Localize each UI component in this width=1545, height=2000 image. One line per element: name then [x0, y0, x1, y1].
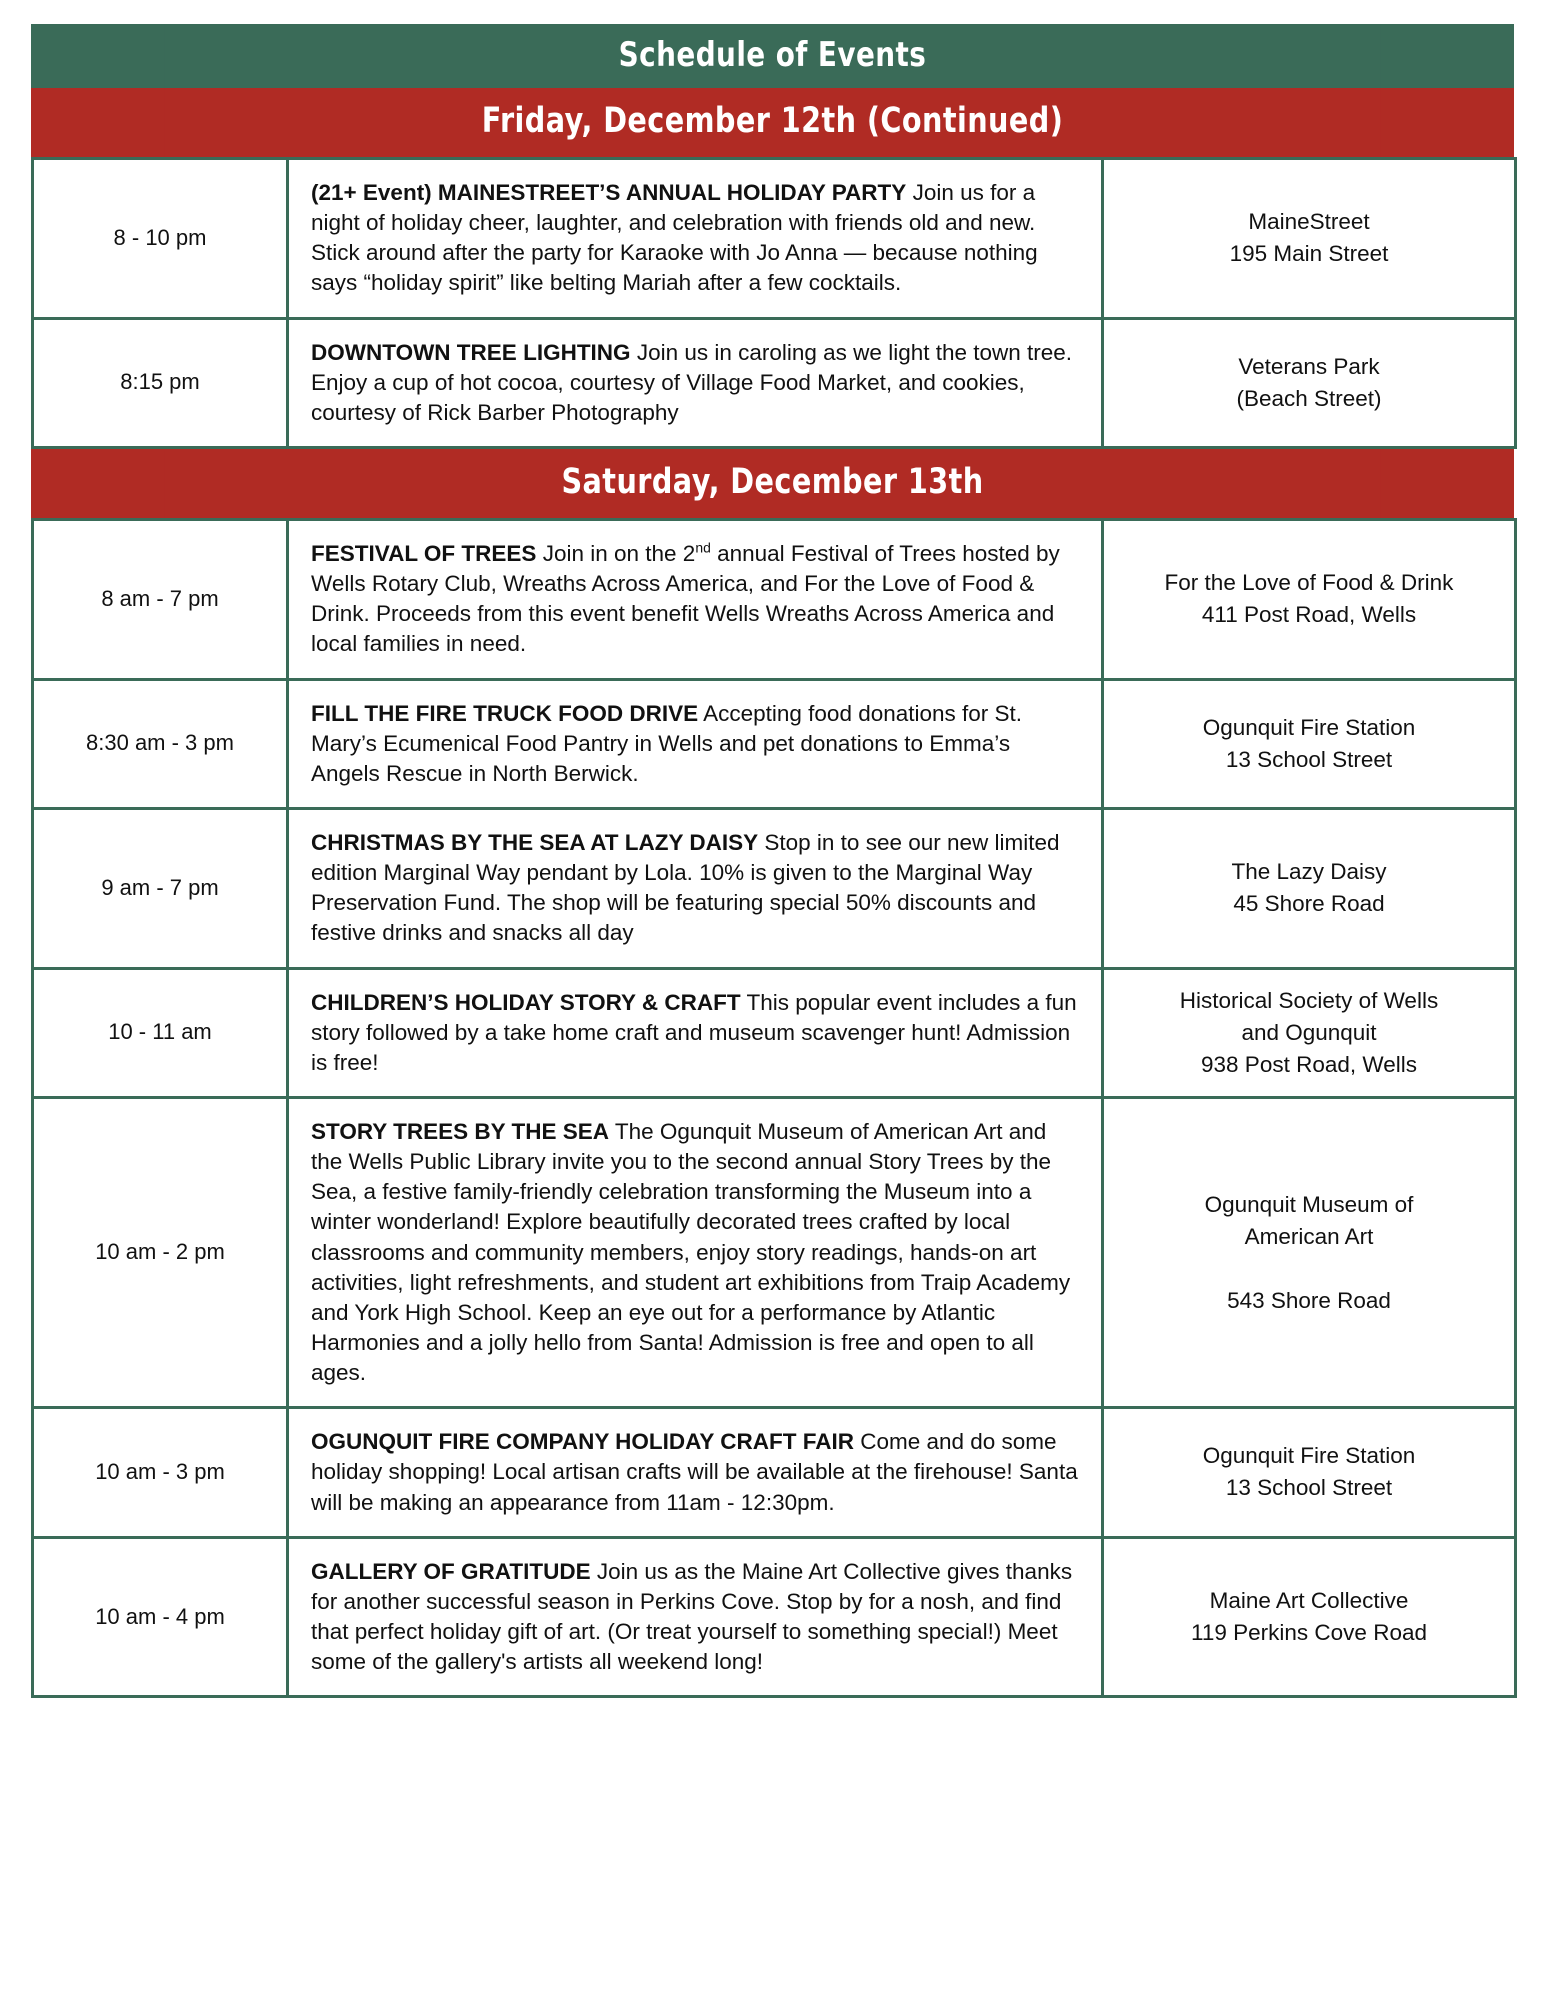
- events-table: [31, 518, 1517, 1698]
- event-time: 9 am - 7 pm: [33, 808, 288, 968]
- location-name: MaineStreet: [1248, 209, 1370, 235]
- event-body: Join us for a night of holiday cheer, laughter, and celebration with friends old and new. Stick around after the party for Karaoke with Jo Anna — because nothing says “holiday spirit” like belting Mariah after a few cocktails.: [311, 180, 1038, 296]
- event-body: Join us in caroling as we light the town tree. Enjoy a cup of hot cocoa, courtesy of Village Food Market, and cookies, courtesy of Rick Barber Photography: [311, 339, 1073, 425]
- event-title: STORY TREES BY THE SEA: [311, 1118, 609, 1144]
- location-line-2: 13 School Street: [1225, 1475, 1393, 1501]
- event-description: [288, 519, 1103, 679]
- location-name: For the Love of Food & Drink: [1164, 570, 1454, 596]
- day-header-label: Friday, December 12th (Continued): [164, 88, 1380, 157]
- event-time: 10 am - 4 pm: [33, 1537, 288, 1697]
- event-time: 10 am - 2 pm: [33, 1097, 288, 1407]
- location-name: Ogunquit Fire Station: [1202, 1443, 1416, 1469]
- event-title: (21+ Event) MAINESTREET’S ANNUAL HOLIDAY PARTY: [311, 180, 907, 205]
- event-location: [1103, 679, 1516, 808]
- event-location: [1103, 1537, 1516, 1697]
- event-body: The Ogunquit Museum of American Art and the Wells Public Library invite you to the second annual Story Trees by the Sea, a festive family-friendly celebration transforming the Museum into a winter wonderland! Explore beautifully decorated trees crafted by local classrooms and community members, enjoy story readings, hands-on art activities, light refreshments, and student art exhibitions from Traip Academy and York High School. Keep an eye out for a performance by Atlantic Harmonies and a jolly hello from Santa! Admission is free and open to all ages.: [311, 1118, 1071, 1386]
- location-name: Ogunquit Fire Station: [1202, 714, 1416, 740]
- day-header-bar: [31, 449, 1514, 518]
- event-body: Stop in to see our new limited edition Marginal Way pendant by Lola. 10% is given to the Marginal Way Preservation Fund. The shop will be featuring special 50% discounts and festive drinks and snacks all day: [311, 829, 1060, 946]
- event-location: [1103, 1097, 1516, 1407]
- event-time: 8:30 am - 3 pm: [33, 679, 288, 808]
- day-header-label: Saturday, December 13th: [164, 449, 1380, 518]
- table-row: [33, 808, 1516, 968]
- day-header-bar: [31, 88, 1514, 157]
- table-row: [33, 968, 1516, 1097]
- event-time: 8:15 pm: [33, 318, 288, 447]
- event-body: Come and do some holiday shopping! Local artisan crafts will be available at the firehouse! Santa will be making an appearance from 11am - 12:30pm.: [311, 1429, 1078, 1515]
- location-line-2: American Art: [1244, 1223, 1374, 1249]
- event-description: [288, 808, 1103, 968]
- event-time: 8 am - 7 pm: [33, 519, 288, 679]
- event-description: [288, 318, 1103, 447]
- location-spacer: [1118, 1253, 1500, 1285]
- page-title: Schedule of Events: [164, 24, 1380, 88]
- ordinal-superscript: nd: [695, 539, 711, 556]
- event-description: [288, 679, 1103, 808]
- event-time: 10 am - 3 pm: [33, 1408, 288, 1537]
- event-description: [288, 1408, 1103, 1537]
- location-line-3: 938 Post Road, Wells: [1201, 1051, 1417, 1077]
- event-title: FESTIVAL OF TREES: [311, 540, 537, 566]
- event-location: [1103, 1408, 1516, 1537]
- event-body: annual Festival of Trees hosted by Wells Rotary Club, Wreaths Across America, and For the Love of Food & Drink. Proceeds from this event benefit Wells Wreaths Across America and local families in need.: [311, 540, 1060, 657]
- event-body: This popular event includes a fun story followed by a take home craft and museum scavenger hunt! Admission is free!: [311, 989, 1077, 1075]
- event-title: GALLERY OF GRATITUDE: [311, 1558, 591, 1584]
- event-body: Join us as the Maine Art Collective gives thanks for another successful season in Perkins Cove. Stop by for a nosh, and find that perfect holiday gift of art. (Or treat yourself to something special!) Meet some of the gallery's artists all weekend long!: [311, 1558, 1073, 1675]
- event-time: 8 - 10 pm: [33, 159, 288, 319]
- event-description: [288, 1097, 1103, 1407]
- location-name: Veterans Park: [1238, 353, 1380, 379]
- location-line-2: 13 School Street: [1225, 746, 1393, 772]
- event-title: FILL THE FIRE TRUCK FOOD DRIVE: [311, 700, 699, 726]
- table-row: [33, 1537, 1516, 1697]
- table-row: [33, 519, 1516, 679]
- location-line-2: and Ogunquit: [1241, 1019, 1377, 1045]
- table-row: [33, 159, 1516, 319]
- location-line-2: 45 Shore Road: [1233, 891, 1385, 917]
- location-name: The Lazy Daisy: [1231, 859, 1387, 885]
- event-title: CHRISTMAS BY THE SEA AT LAZY DAISY: [311, 829, 759, 855]
- event-location: [1103, 519, 1516, 679]
- table-row: [33, 318, 1516, 447]
- event-location: [1103, 968, 1516, 1097]
- event-description: [288, 968, 1103, 1097]
- location-line-2: 119 Perkins Cove Road: [1191, 1619, 1427, 1645]
- table-row: [33, 1408, 1516, 1537]
- events-table: [31, 157, 1517, 449]
- event-description: [288, 1537, 1103, 1697]
- schedule-content: [31, 88, 1514, 1698]
- location-name: Ogunquit Museum of: [1204, 1191, 1414, 1217]
- location-line-2: 195 Main Street: [1229, 241, 1389, 267]
- location-line-2: (Beach Street): [1236, 385, 1382, 411]
- event-body: Accepting food donations for St. Mary’s Ecumenical Food Pantry in Wells and pet donations to Emma’s Angels Rescue in North Berwick.: [311, 700, 1023, 786]
- table-row: [33, 1097, 1516, 1407]
- event-title: DOWNTOWN TREE LIGHTING: [311, 339, 631, 365]
- event-body-pre: Join in on the 2: [536, 540, 696, 566]
- event-description: [288, 159, 1103, 319]
- event-location: [1103, 318, 1516, 447]
- event-title: OGUNQUIT FIRE COMPANY HOLIDAY CRAFT FAIR: [311, 1429, 854, 1455]
- location-name: Maine Art Collective: [1209, 1587, 1409, 1613]
- location-line-2: 411 Post Road, Wells: [1201, 602, 1417, 628]
- location-line-3: 543 Shore Road: [1227, 1287, 1391, 1313]
- event-location: [1103, 159, 1516, 319]
- table-row: [33, 679, 1516, 808]
- event-time: 10 - 11 am: [33, 968, 288, 1097]
- location-name: Historical Society of Wells: [1179, 987, 1439, 1013]
- schedule-title-bar: [31, 24, 1514, 88]
- event-title: CHILDREN’S HOLIDAY STORY & CRAFT: [311, 989, 741, 1015]
- event-location: [1103, 808, 1516, 968]
